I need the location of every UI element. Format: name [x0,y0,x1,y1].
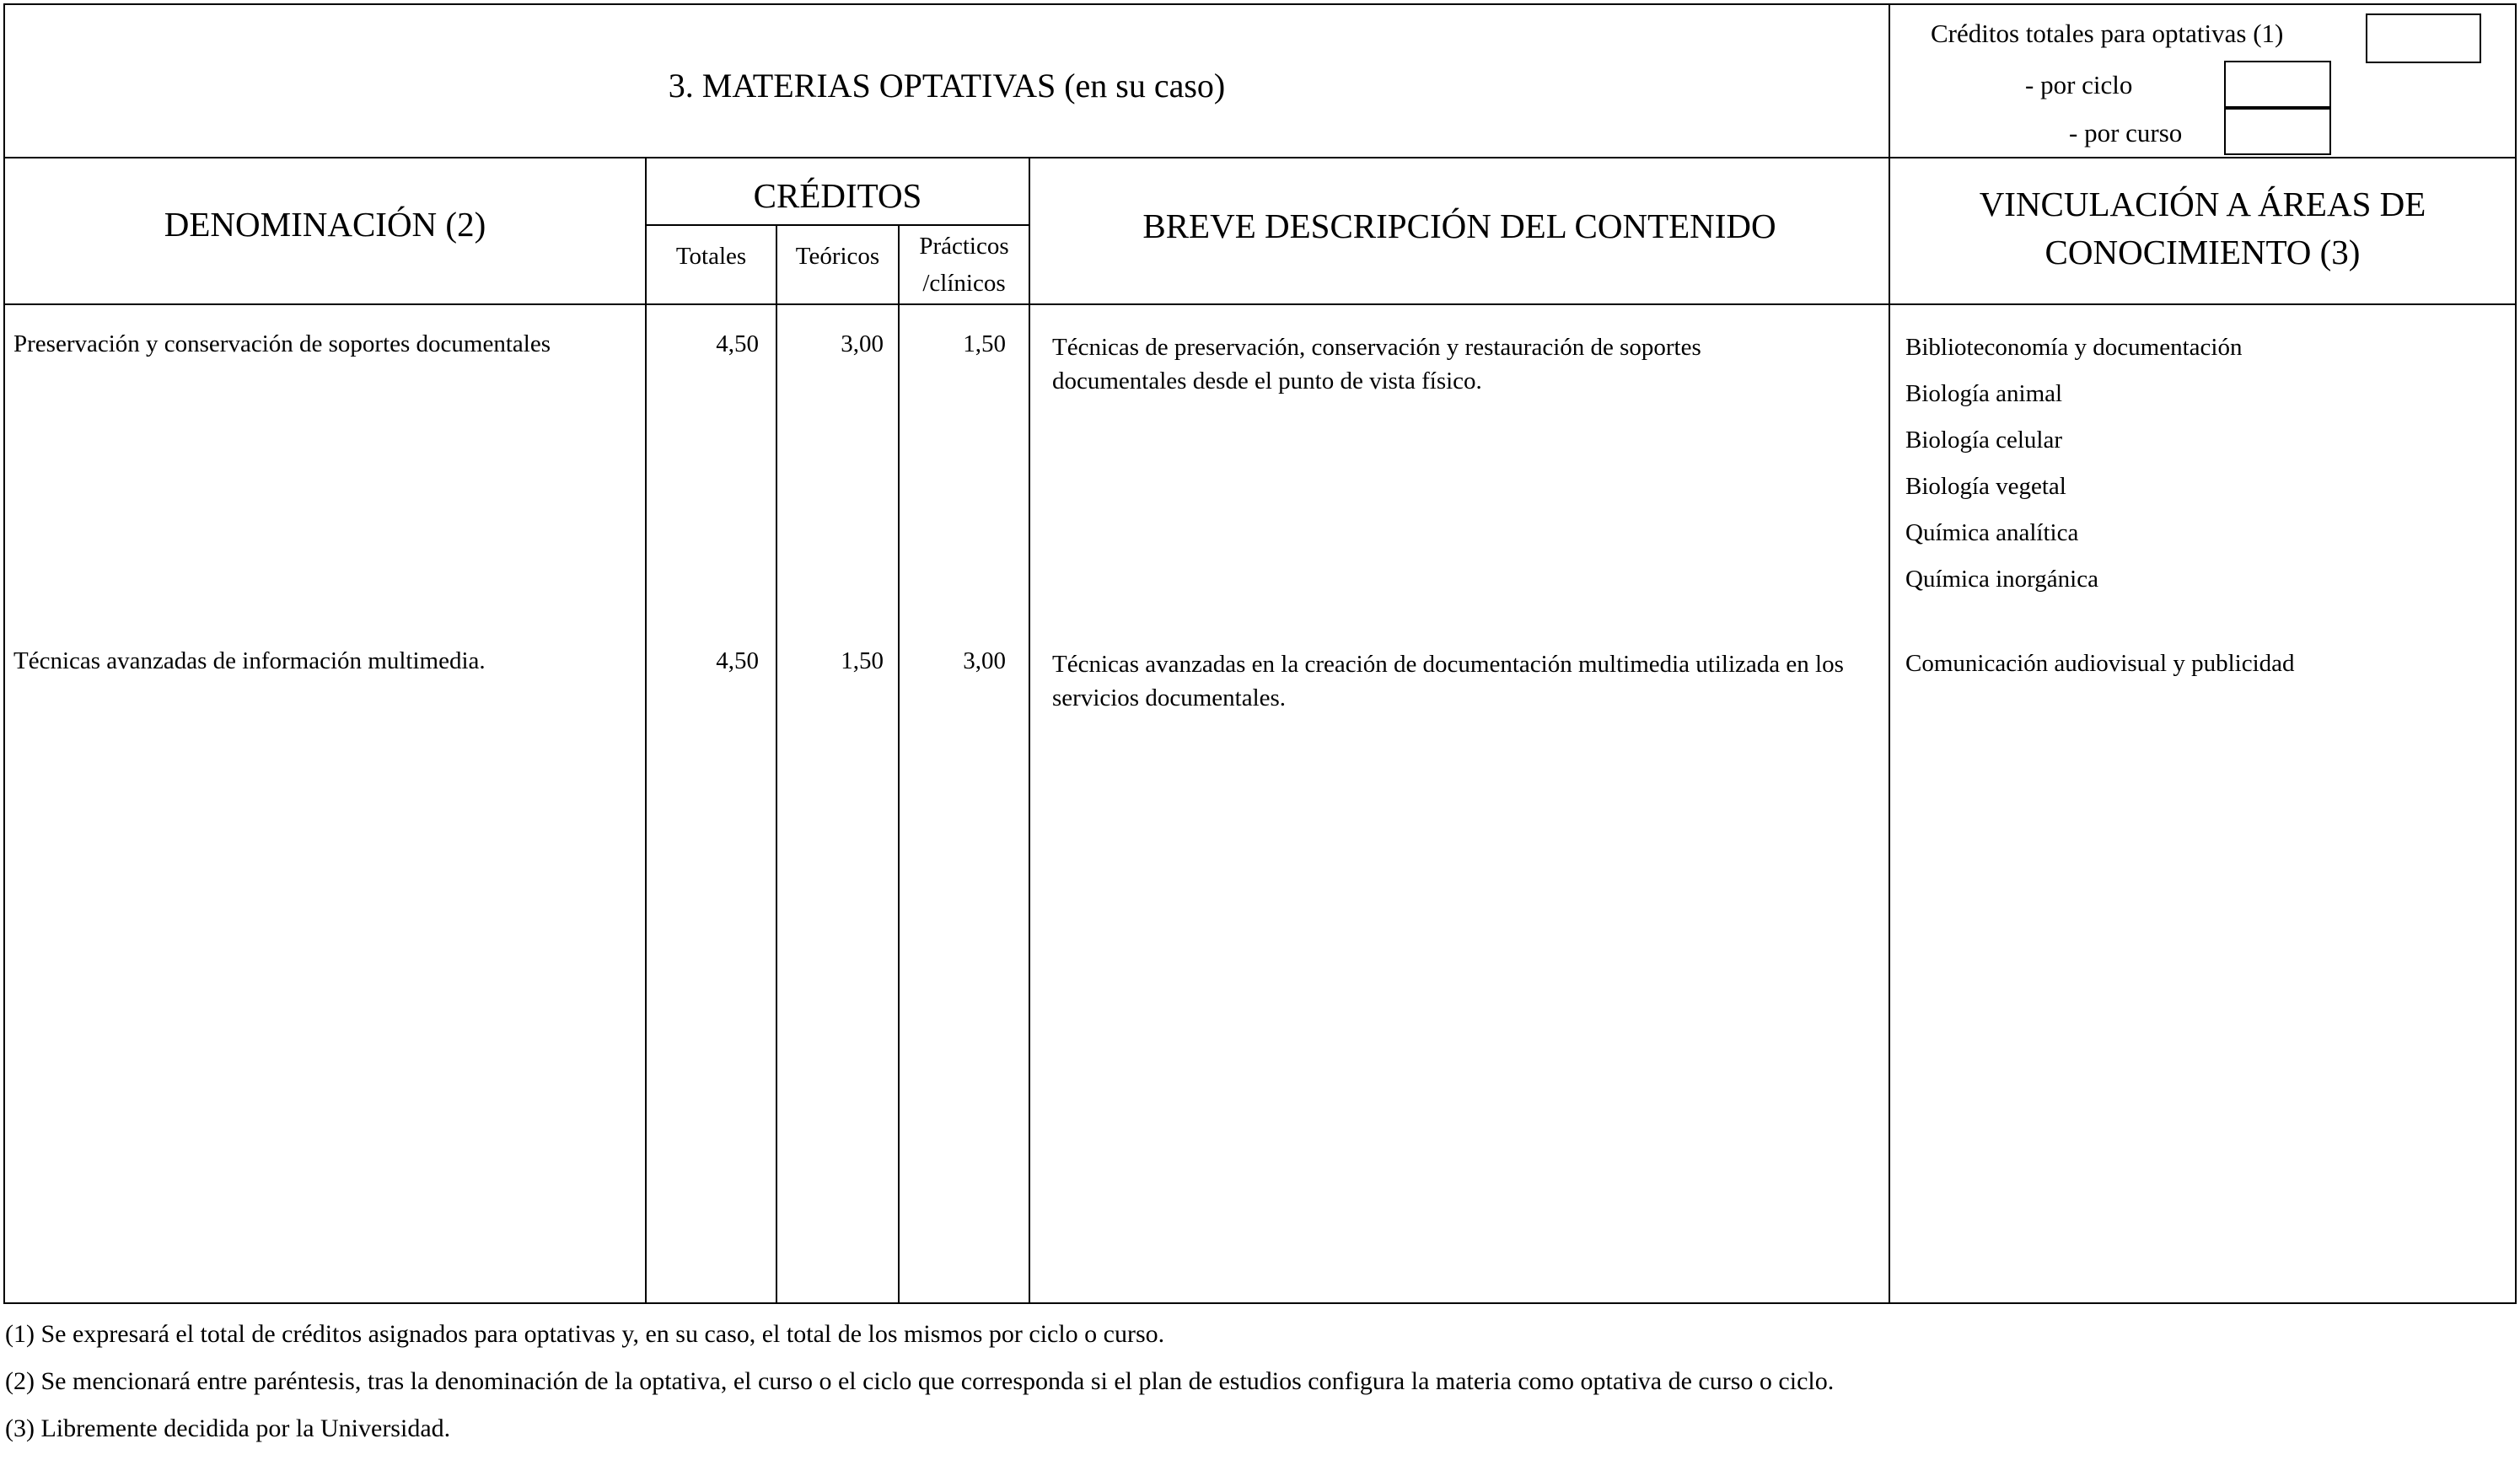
row-practicos: 1,50 [963,330,1006,357]
row-denominacion: Preservación y conservación de soportes documentales [13,330,551,357]
credit-ciclo-label: - por ciclo [2025,70,2133,99]
column-header-practicos: Prácticos [919,233,1009,260]
area-item: Biología animal [1905,380,2063,407]
area-item: Biblioteconomía y documentación [1905,334,2243,361]
footnote: (1) Se expresará el total de créditos asignados para optativas y, en su caso, el total de los mismos por ciclo o curso. [5,1320,1165,1348]
footnote: (2) Se mencionará entre paréntesis, tras la denominación de la optativa, el curso o el ciclo que corresponda si el plan de estudios configura la materia como optativa de curso o ciclo. [5,1367,1835,1395]
row-descripcion: Técnicas de preservación, conservación y restauración de soportes documentales desde el punto de vista físico. [1052,334,1701,394]
footnote: (3) Libremente decidida por la Universidad. [5,1414,451,1442]
column-header-vinculacion-line2: CONOCIMIENTO (3) [2044,233,2361,271]
row-teoricos: 1,50 [841,647,884,674]
column-header-descripcion: BREVE DESCRIPCIÓN DEL CONTENIDO [1142,207,1776,245]
area-item: Química inorgánica [1905,566,2098,593]
credit-total-label: Créditos totales para optativas (1) [1931,19,2284,48]
column-header-totales: Totales [675,243,747,270]
column-header-clinicos: /clínicos [922,270,1006,297]
row-areas [1905,325,2242,603]
column-header-vinculacion-line1: VINCULACIÓN A ÁREAS DE [1979,185,2426,223]
credit-total-field[interactable] [2366,13,2481,63]
row-teoricos: 3,00 [841,330,884,357]
row-practicos: 3,00 [963,647,1006,674]
credit-ciclo-field[interactable] [2224,61,2331,108]
row-totales: 4,50 [716,647,759,674]
row-denominacion: Técnicas avanzadas de información multimedia. [13,647,486,674]
credit-curso-field[interactable] [2224,108,2331,155]
row-descripcion: Técnicas avanzadas en la creación de documentación multimedia utilizada en los servicios documentales. [1052,651,1844,711]
section-title: 3. MATERIAS OPTATIVAS (en su caso) [668,67,1226,105]
row-totales: 4,50 [716,330,759,357]
area-item: Biología celular [1905,427,2063,454]
row-areas [1905,641,2295,687]
column-header-teoricos: Teóricos [795,243,880,270]
column-header-creditos: CRÉDITOS [753,176,922,215]
area-item: Comunicación audiovisual y publicidad [1905,650,2295,677]
area-item: Química analítica [1905,519,2079,546]
column-header-denominacion: DENOMINACIÓN (2) [164,205,486,244]
credit-curso-label: - por curso [2069,118,2183,148]
area-item: Biología vegetal [1905,473,2066,500]
